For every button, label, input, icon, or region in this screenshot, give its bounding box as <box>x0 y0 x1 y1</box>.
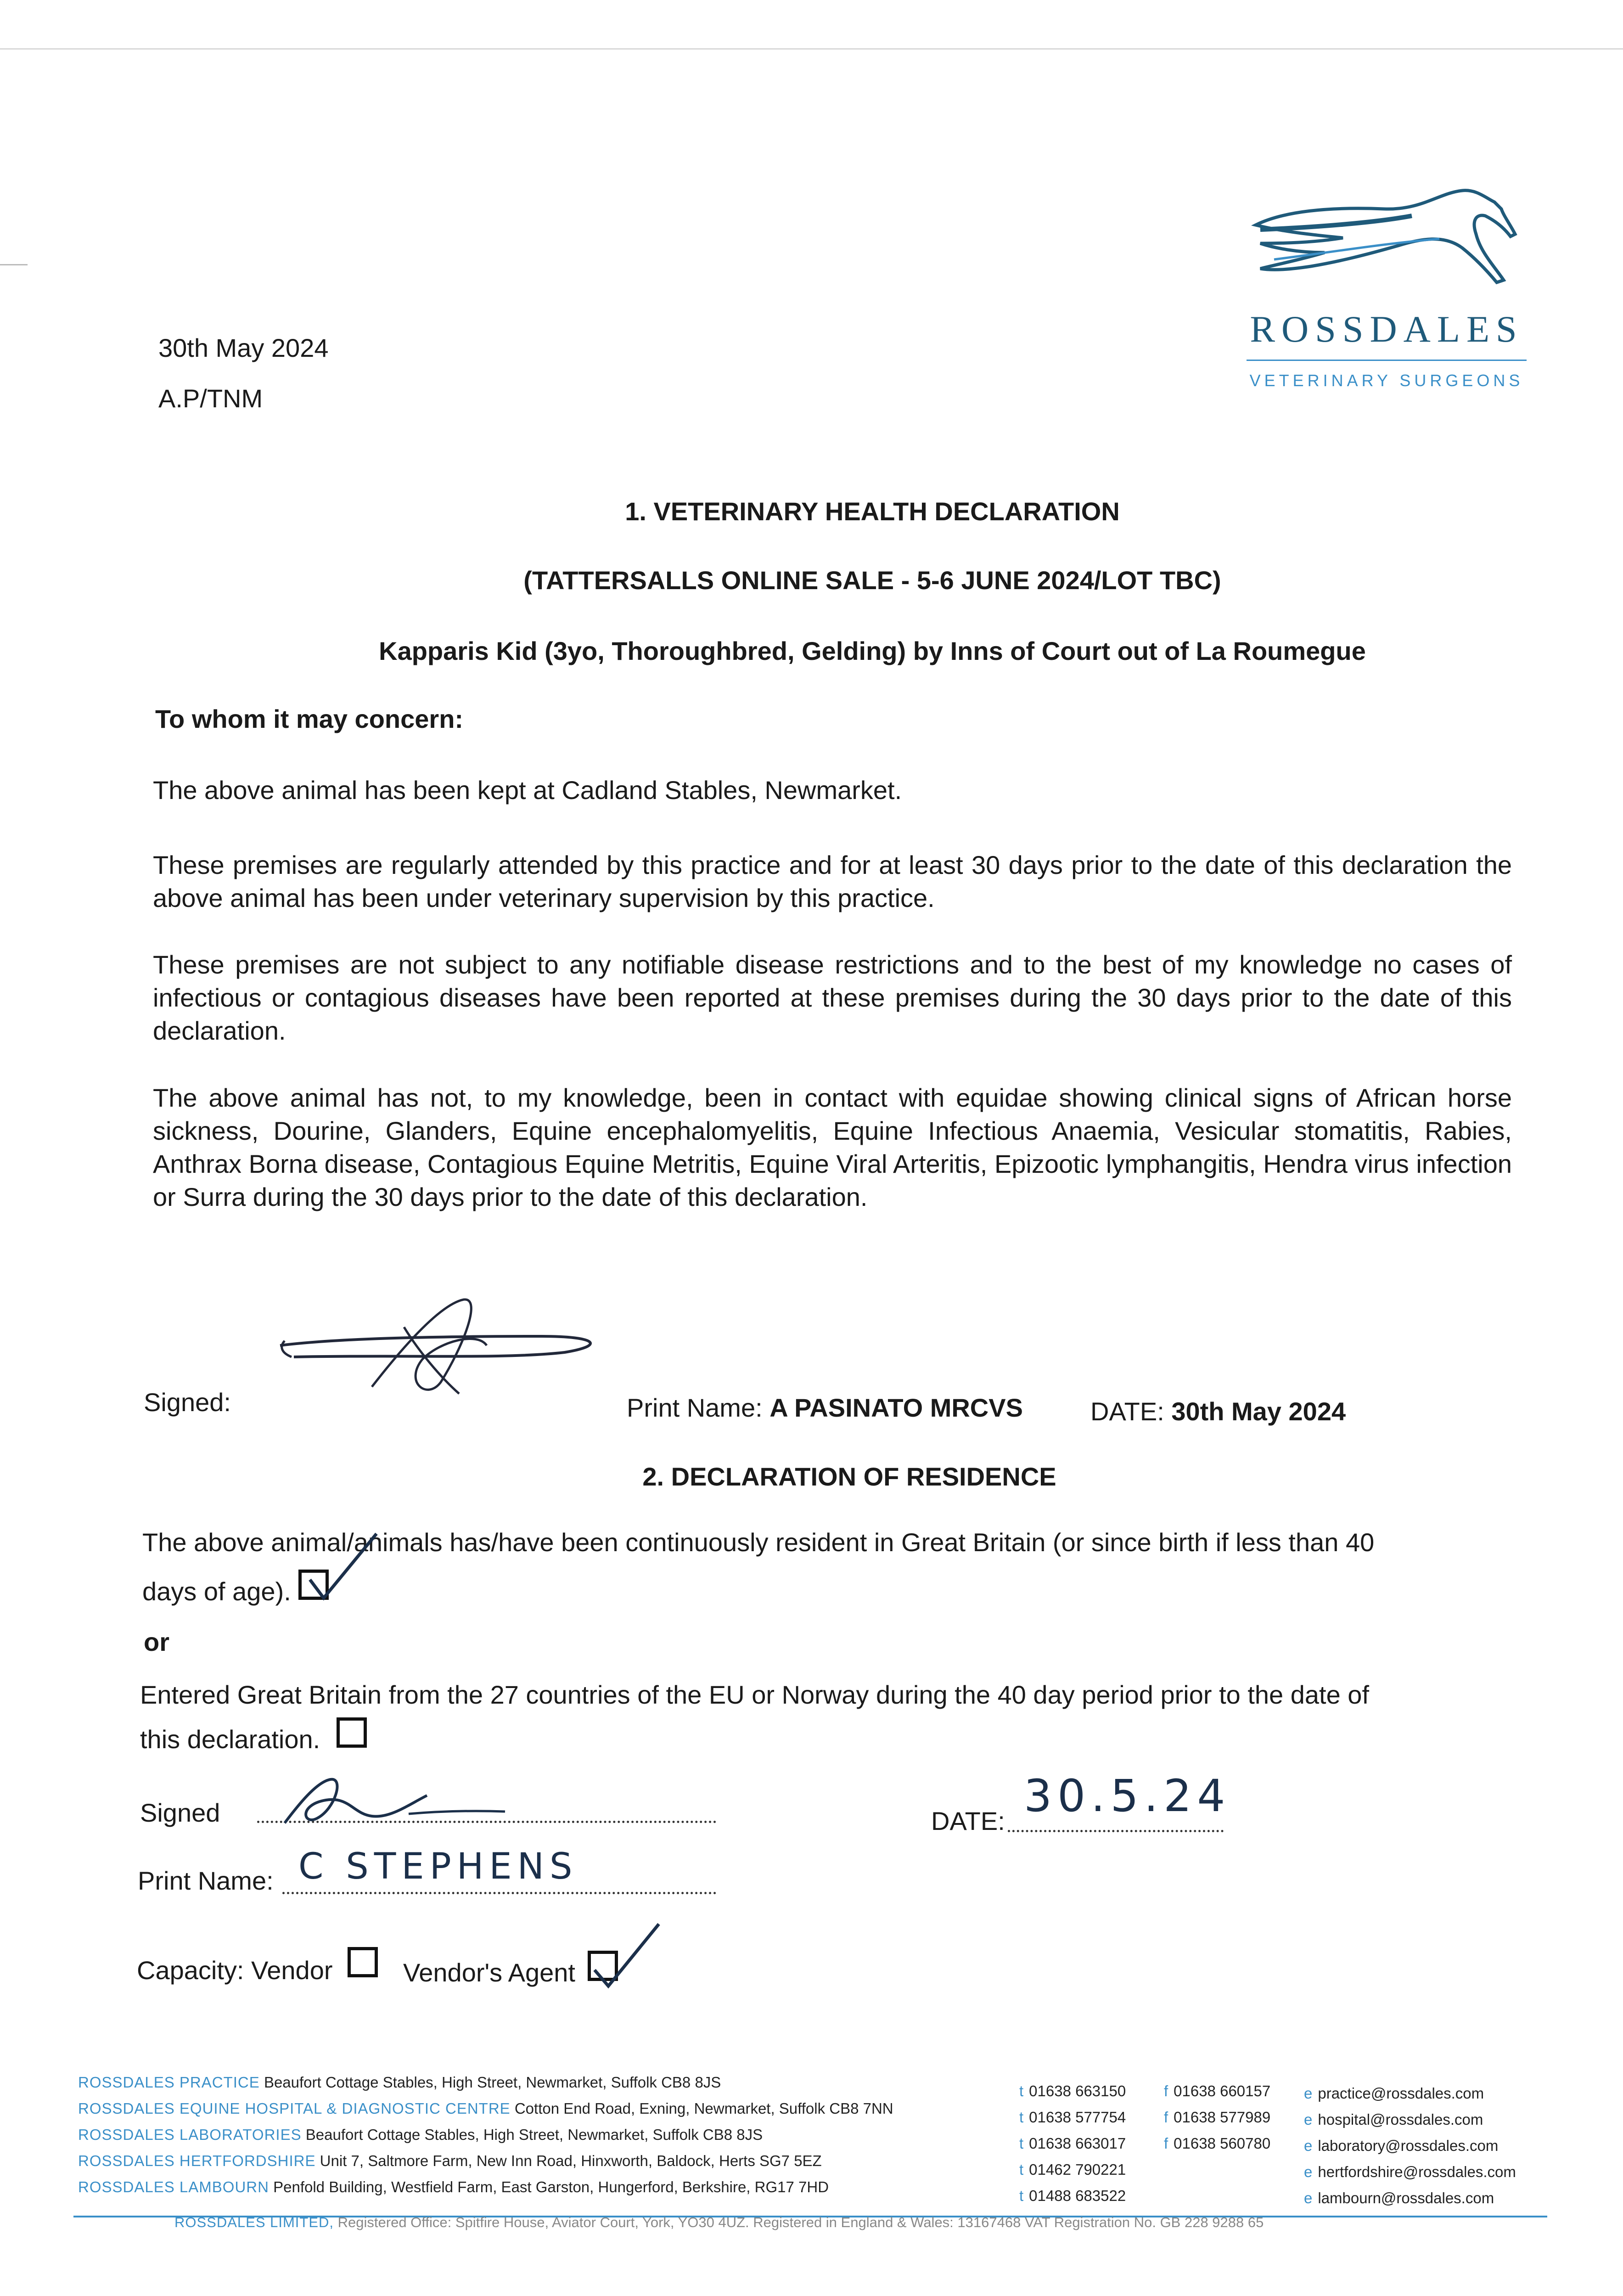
paragraph-supervision: These premises are regularly attended by this practice and for at least 30 days prior to the date of this declaration the above animal has been under veterinary supervision by this practice. <box>153 850 1512 912</box>
email-lambourn[interactable]: e lambourn@rossdales.com <box>1304 2189 1494 2206</box>
tel-laboratories: t 01638 663017 <box>1019 2135 1126 2152</box>
office-address: Cotton End Road, Exning, Newmarket, Suffolk CB8 7NN <box>514 2100 893 2117</box>
office-address: Beaufort Cottage Stables, High Street, Newmarket, Suffolk CB8 8JS <box>305 2126 763 2143</box>
logo-name: ROSSDALES <box>1250 308 1523 350</box>
scan-edge-mark <box>0 264 28 265</box>
paragraph-no-restrictions: These premises are not subject to any notifiable disease restrictions and to the best of my knowledge no cases of infectious or contagious diseases have been reported at these premises during the 30 days prior to the date of this declaration. <box>153 950 1512 1045</box>
registered-company-name: ROSSDALES LIMITED, <box>174 2214 334 2230</box>
email-laboratory[interactable]: e laboratory@rossdales.com <box>1304 2137 1499 2154</box>
date-value: 30th May 2024 <box>1171 1397 1346 1426</box>
section1-subtitle: (TATTERSALLS ONLINE SALE - 5-6 JUNE 2024/LOT TBC) <box>523 566 1221 595</box>
capacity-label: Capacity: Vendor <box>137 1956 333 1985</box>
checkmark-icon <box>298 1529 381 1603</box>
date-row <box>1090 1395 1346 1428</box>
residence-option1-line1: The above animal/animals has/have been continuously resident in Great Britain (or since birth if less than 40 <box>142 1528 1375 1557</box>
email-hertfordshire[interactable]: e hertfordshire@rossdales.com <box>1304 2163 1516 2180</box>
rossdales-logo <box>1235 184 1538 400</box>
footer-office-hertfordshire <box>78 2152 822 2170</box>
residence-option2-checkbox[interactable] <box>337 1717 367 1748</box>
fax-laboratories: f 01638 560780 <box>1164 2135 1271 2152</box>
residence-option2-line2: this declaration. <box>140 1725 320 1754</box>
section1-title: 1. VETERINARY HEALTH DECLARATION <box>625 497 1120 526</box>
tel-lambourn: t 01488 683522 <box>1019 2187 1126 2204</box>
print-name-value: A PASINATO MRCVS <box>769 1393 1023 1422</box>
footer-office-lambourn <box>78 2178 829 2196</box>
vendor-checkbox[interactable] <box>348 1947 378 1977</box>
logo-tagline: VETERINARY SURGEONS <box>1249 371 1524 390</box>
office-name: ROSSDALES EQUINE HOSPITAL & DIAGNOSTIC CENTRE <box>78 2100 511 2117</box>
print-name-row <box>627 1391 1023 1424</box>
date-label: DATE: <box>1090 1397 1164 1426</box>
horse-logo-icon <box>1247 184 1522 294</box>
footer-tel-column <box>1019 2078 1126 2209</box>
section2-title: 2. DECLARATION OF RESIDENCE <box>642 1462 1056 1491</box>
print-name2-handwritten: C STEPHENS <box>298 1846 578 1887</box>
vendors-agent-label: Vendor's Agent <box>403 1958 575 1987</box>
fax-practice: f 01638 660157 <box>1164 2082 1271 2099</box>
vet-signature <box>266 1277 615 1414</box>
office-name: ROSSDALES LAMBOURN <box>78 2178 269 2195</box>
paragraph-kept-at: The above animal has been kept at Cadland Stables, Newmarket. <box>153 776 902 805</box>
email-practice[interactable]: e practice@rossdales.com <box>1304 2085 1484 2102</box>
footer-email-column <box>1304 2080 1516 2211</box>
paragraph-no-contact: The above animal has not, to my knowledge, been in contact with equidae showing clinical signs of African horse sickness, Dourine, Glanders, Equine encephalomyelitis, Equine Infectious Anaemia, Vesicular stomatitis, Rabies, Anthrax Borna disease, Contagious Equine Metritis, Equine Viral Arteritis, Epizootic lymphangitis, Hendra virus infection or Surra during the 30 days prior to the date of this declaration. <box>153 1083 1512 1211</box>
tel-practice: t 01638 663150 <box>1019 2082 1126 2099</box>
salutation: To whom it may concern: <box>155 704 464 733</box>
print-name-label: Print Name: <box>627 1393 763 1422</box>
date2-line <box>1008 1830 1224 1832</box>
office-address: Penfold Building, Westfield Farm, East Garston, Hungerford, Berkshire, RG17 7HD <box>273 2178 829 2195</box>
office-name: ROSSDALES HERTFORDSHIRE <box>78 2152 316 2169</box>
vendor-signature <box>271 1768 510 1832</box>
footer-registered <box>174 2213 1264 2232</box>
print-name2-line <box>282 1892 716 1894</box>
or-label: or <box>144 1627 169 1656</box>
email-hospital[interactable]: e hospital@rossdales.com <box>1304 2111 1483 2128</box>
date2-label: DATE: <box>931 1806 1005 1835</box>
tel-hertfordshire: t 01462 790221 <box>1019 2161 1126 2178</box>
office-address: Beaufort Cottage Stables, High Street, Newmarket, Suffolk CB8 8JS <box>264 2074 721 2091</box>
checkmark-icon <box>590 1919 663 1993</box>
residence-option1-line2: days of age). <box>142 1577 291 1606</box>
tel-hospital: t 01638 577754 <box>1019 2109 1126 2126</box>
fax-hospital: f 01638 577989 <box>1164 2109 1271 2126</box>
signed-label: Signed: <box>144 1388 231 1417</box>
footer-office-laboratories <box>78 2126 763 2144</box>
letter-reference: A.P/TNM <box>158 384 263 413</box>
footer-fax-column <box>1164 2078 1270 2156</box>
office-name: ROSSDALES LABORATORIES <box>78 2126 302 2143</box>
registered-office-text: Registered Office: Spitfire House, Aviator Court, York, YO30 4UZ. Registered in England & Wales: 13167468 VAT Registration No. GB 228 9288 65 <box>337 2214 1264 2230</box>
office-address: Unit 7, Saltmore Farm, New Inn Road, Hinxworth, Baldock, Herts SG7 5EZ <box>320 2152 822 2169</box>
date2-handwritten: 30.5.24 <box>1024 1770 1231 1822</box>
signed2-label: Signed <box>140 1798 220 1827</box>
logo-rule <box>1247 360 1527 361</box>
letter-date: 30th May 2024 <box>158 333 329 362</box>
animal-line: Kapparis Kid (3yo, Thoroughbred, Gelding) by Inns of Court out of La Roumegue <box>379 636 1366 665</box>
footer-office-practice <box>78 2073 721 2092</box>
residence-option2-line1: Entered Great Britain from the 27 countries of the EU or Norway during the 40 day period prior to the date of <box>140 1680 1370 1709</box>
office-name: ROSSDALES PRACTICE <box>78 2074 260 2091</box>
scan-edge-line <box>0 48 1623 50</box>
print-name2-label: Print Name: <box>138 1866 274 1895</box>
footer-office-hospital <box>78 2099 893 2118</box>
